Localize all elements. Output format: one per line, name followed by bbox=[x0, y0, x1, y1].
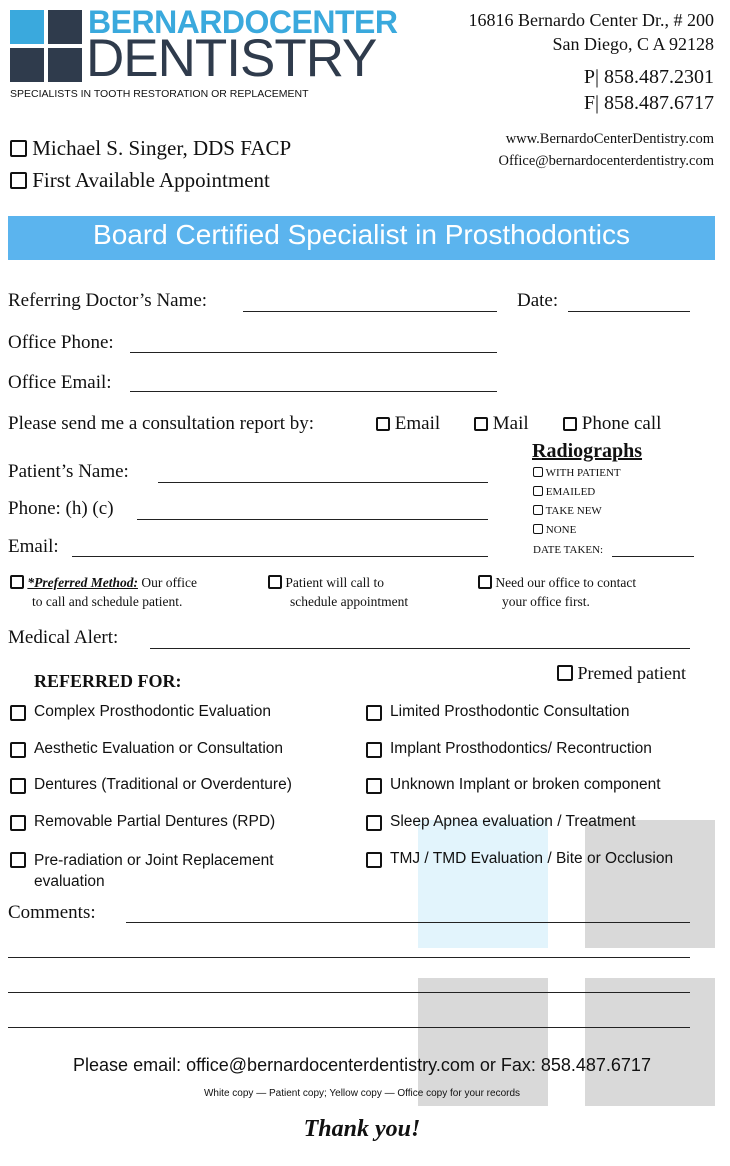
address-line-2: San Diego, C A 92128 bbox=[552, 34, 714, 54]
website[interactable]: www.BernardoCenterDentistry.com bbox=[505, 131, 714, 147]
comments-field-line-1[interactable] bbox=[126, 922, 690, 923]
checkbox[interactable] bbox=[10, 140, 27, 157]
checkbox[interactable] bbox=[10, 778, 26, 794]
checkbox[interactable] bbox=[10, 172, 27, 189]
referring-doctor-label: Referring Doctor’s Name: bbox=[8, 290, 208, 311]
date-field[interactable] bbox=[568, 311, 690, 312]
referring-doctor-field[interactable] bbox=[243, 311, 497, 312]
address-line-1: 16816 Bernardo Center Dr., # 200 bbox=[468, 10, 714, 30]
patient-phone-label: Phone: (h) (c) bbox=[8, 498, 114, 519]
referral-pre-radiation: Pre-radiation or Joint Replacement evaluation bbox=[10, 850, 274, 892]
office-phone-label: Office Phone: bbox=[8, 332, 114, 353]
radiographs-option-emailed: EMAILED bbox=[533, 486, 595, 498]
checkbox[interactable] bbox=[10, 742, 26, 758]
checkbox[interactable] bbox=[366, 815, 382, 831]
comments-label: Comments: bbox=[8, 902, 96, 923]
decor-square-blue bbox=[418, 820, 548, 948]
date-label: Date: bbox=[517, 290, 559, 311]
logo-mark bbox=[10, 10, 82, 82]
office-email[interactable]: Office@bernardocenterdentistry.com bbox=[498, 153, 714, 169]
radiographs-date-taken-label: DATE TAKEN: bbox=[533, 544, 604, 556]
comments-field-line-4[interactable] bbox=[8, 1027, 690, 1028]
checkbox[interactable] bbox=[557, 665, 573, 681]
radiographs-title: Radiographs bbox=[532, 440, 643, 462]
checkbox[interactable] bbox=[10, 852, 26, 868]
referral-limited-consultation: Limited Prosthodontic Consultation bbox=[366, 703, 630, 721]
checkbox[interactable] bbox=[533, 505, 543, 515]
banner bbox=[8, 216, 715, 260]
checkbox[interactable] bbox=[268, 575, 282, 589]
checkbox[interactable] bbox=[366, 705, 382, 721]
doctor-option-first-available: First Available Appointment bbox=[10, 168, 270, 193]
patient-email-field[interactable] bbox=[72, 556, 488, 557]
referral-dentures: Dentures (Traditional or Overdenture) bbox=[10, 776, 292, 794]
medical-alert-label: Medical Alert: bbox=[8, 627, 119, 648]
checkbox[interactable] bbox=[563, 417, 577, 431]
decor-square-gray bbox=[418, 978, 548, 1106]
checkbox[interactable] bbox=[10, 575, 24, 589]
consult-option-mail: Mail bbox=[474, 413, 529, 435]
patient-email-label: Email: bbox=[8, 536, 59, 557]
banner-text: Board Certified Specialist in Prosthodontics bbox=[93, 219, 630, 250]
fax-number: F| 858.487.6717 bbox=[583, 92, 714, 114]
radiographs-option-with-patient: WITH PATIENT bbox=[533, 467, 621, 479]
checkbox[interactable] bbox=[366, 778, 382, 794]
checkbox[interactable] bbox=[366, 742, 382, 758]
checkbox[interactable] bbox=[366, 852, 382, 868]
logo-line1: BERNARDOCENTER bbox=[88, 4, 398, 40]
checkbox[interactable] bbox=[10, 815, 26, 831]
office-phone-field[interactable] bbox=[130, 352, 497, 353]
radiographs-option-none: NONE bbox=[533, 524, 576, 536]
need-office-contact-option: Need our office to contact your office first. bbox=[478, 573, 636, 611]
referral-tmj-evaluation: TMJ / TMD Evaluation / Bite or Occlusion bbox=[366, 850, 673, 868]
footer-email-line: Please email: office@bernardocenterdentistry.com or Fax: 858.487.6717 bbox=[73, 1055, 651, 1075]
referral-aesthetic-evaluation: Aesthetic Evaluation or Consultation bbox=[10, 740, 283, 758]
referral-sleep-apnea: Sleep Apnea evaluation / Treatment bbox=[366, 813, 636, 831]
checkbox[interactable] bbox=[474, 417, 488, 431]
consult-report-prompt: Please send me a consultation report by: bbox=[8, 413, 315, 434]
referral-unknown-implant: Unknown Implant or broken component bbox=[366, 776, 661, 794]
patient-name-label: Patient’s Name: bbox=[8, 461, 129, 482]
consult-option-phone: Phone call bbox=[563, 413, 661, 435]
checkbox[interactable] bbox=[478, 575, 492, 589]
comments-field-line-2[interactable] bbox=[8, 957, 690, 958]
decor-square-gray bbox=[585, 820, 715, 948]
premed-option: Premed patient bbox=[557, 663, 686, 684]
checkbox[interactable] bbox=[376, 417, 390, 431]
radiographs-date-taken-field[interactable] bbox=[612, 556, 694, 557]
checkbox[interactable] bbox=[10, 705, 26, 721]
radiographs-option-take-new: TAKE NEW bbox=[533, 505, 602, 517]
checkbox[interactable] bbox=[533, 524, 543, 534]
checkbox[interactable] bbox=[533, 467, 543, 477]
patient-name-field[interactable] bbox=[158, 482, 488, 483]
decor-square-gray bbox=[585, 978, 715, 1106]
referral-complex-evaluation: Complex Prosthodontic Evaluation bbox=[10, 703, 271, 721]
office-email-label: Office Email: bbox=[8, 372, 112, 393]
comments-field-line-3[interactable] bbox=[8, 992, 690, 993]
footer-thank-you: Thank you! bbox=[303, 1116, 421, 1142]
logo-line2: DENTISTRY bbox=[86, 29, 377, 88]
patient-will-call-option: Patient will call to schedule appointment bbox=[268, 573, 408, 611]
medical-alert-field[interactable] bbox=[150, 648, 690, 649]
office-email-field[interactable] bbox=[130, 391, 497, 392]
phone-number: P| 858.487.2301 bbox=[583, 66, 714, 88]
logo-tagline: SPECIALISTS IN TOOTH RESTORATION OR REPLACEMENT bbox=[10, 88, 309, 100]
checkbox[interactable] bbox=[533, 486, 543, 496]
preferred-method-option: *Preferred Method: Our office to call and schedule patient. bbox=[10, 573, 197, 611]
patient-phone-field[interactable] bbox=[137, 519, 488, 520]
preferred-method-label: *Preferred Method: bbox=[27, 575, 138, 590]
logo bbox=[10, 4, 398, 103]
referred-for-title: REFERRED FOR: bbox=[34, 671, 182, 691]
referral-implant-prosthodontics: Implant Prosthodontics/ Recontruction bbox=[366, 740, 652, 758]
doctor-option-singer: Michael S. Singer, DDS FACP bbox=[10, 136, 291, 161]
footer-copies-note: White copy — Patient copy; Yellow copy — Office copy for your records bbox=[203, 1088, 521, 1099]
consult-option-email: Email bbox=[376, 413, 440, 435]
referral-removable-partial-dentures: Removable Partial Dentures (RPD) bbox=[10, 813, 275, 831]
